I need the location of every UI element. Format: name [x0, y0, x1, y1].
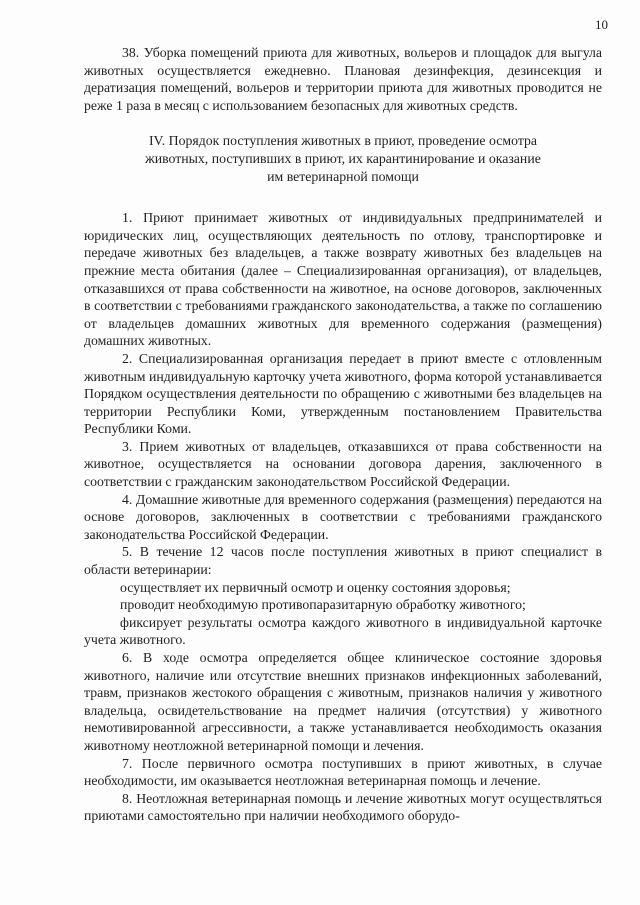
paragraph-item-7: 7. После первичного осмотра поступивших в приют животных, в случае необходимости, им оказывается неотложная ветеринарная помощь и лечение.	[84, 755, 602, 789]
paragraph-item-3: 3. Прием животных от владельцев, отказавшихся от права собственности на животное, осуществляется на основании договора дарения, заключенного в соответствии с гражданским законодательством Российской Федерации.	[84, 438, 602, 490]
page-number: 10	[595, 17, 608, 32]
section-heading-line-2: животных, поступивших в приют, их карантинирование и оказание	[145, 150, 541, 166]
paragraph-item-5-sub-2: проводит необходимую противопаразитарную обработку животного;	[120, 597, 526, 613]
paragraph-item-5-sub-1: осуществляет их первичный осмотр и оценку состояния здоровья;	[120, 579, 511, 595]
paragraph-38: 38. Уборка помещений приюта для животных, вольеров и площадок для выгула животных осуществляется ежедневно. Плановая дезинфекция, дезинсекция и дератизация помещений, вольеров и территории приюта для животных проводится не реже 1 раза в месяц с использованием безопасных для животных средств.	[84, 45, 602, 113]
section-heading-line-1: IV. Порядок поступления животных в приют, проведение осмотра	[148, 133, 538, 149]
paragraph-item-4: 4. Домашние животные для временного содержания (размещения) передаются на основе договоров, заключенных в соответствии с требованиями гражданского законодательства Российской Федерации.	[84, 491, 602, 542]
section-heading-line-3: им ветеринарной помощи	[267, 168, 419, 184]
paragraph-item-6: 6. В ходе осмотра определяется общее клиническое состояние здоровья животного, наличие или отсутствие внешних признаков инфекционных заболеваний, травм, признаков жестокого обращения с животным, признаков наличия у животного владельца, освидетельствование на предмет наличия (отсутствия) у животного немотивированной агрессивности, а также устанавливается необходимость оказания животному неотложной ветеринарной помощи и лечения.	[84, 650, 602, 753]
section-heading	[84, 132, 602, 185]
paragraph-item-1: 1. Приют принимает животных от индивидуальных предпринимателей и юридических лиц, осуществляющих деятельность по отлову, транспортировке и передаче животных без владельцев, а также возврату животных без владельцев на прежние места обитания (далее – Специализированная организация), от владельцев, отказавшихся от права собственности на животное, на основе договоров, заключенных в соответствии с требованиями гражданского законодательства, а также по соглашению от владельцев домашних животных для временного содержания (размещения) домашних животных.	[84, 210, 602, 349]
paragraph-item-2: 2. Специализированная организация передает в приют вместе с отловленным животным индивидуальную карточку учета животного, форма которой устанавливается Порядком осуществления деятельности по обращению с животными без владельцев на территории Республики Коми, утвержденным постановлением Правительства Республики Коми.	[84, 350, 602, 437]
paragraph-item-5: 5. В течение 12 часов после поступления животных в приют специалист в области ветеринарии:	[84, 544, 602, 578]
paragraph-item-8: 8. Неотложная ветеринарная помощь и лечение животных могут осуществляться приютами самостоятельно при наличии необходимого оборудо-	[84, 790, 602, 824]
paragraph-item-5-sub-3: фиксирует результаты осмотра каждого животного в индивидуальной карточке учета животного.	[84, 614, 602, 648]
